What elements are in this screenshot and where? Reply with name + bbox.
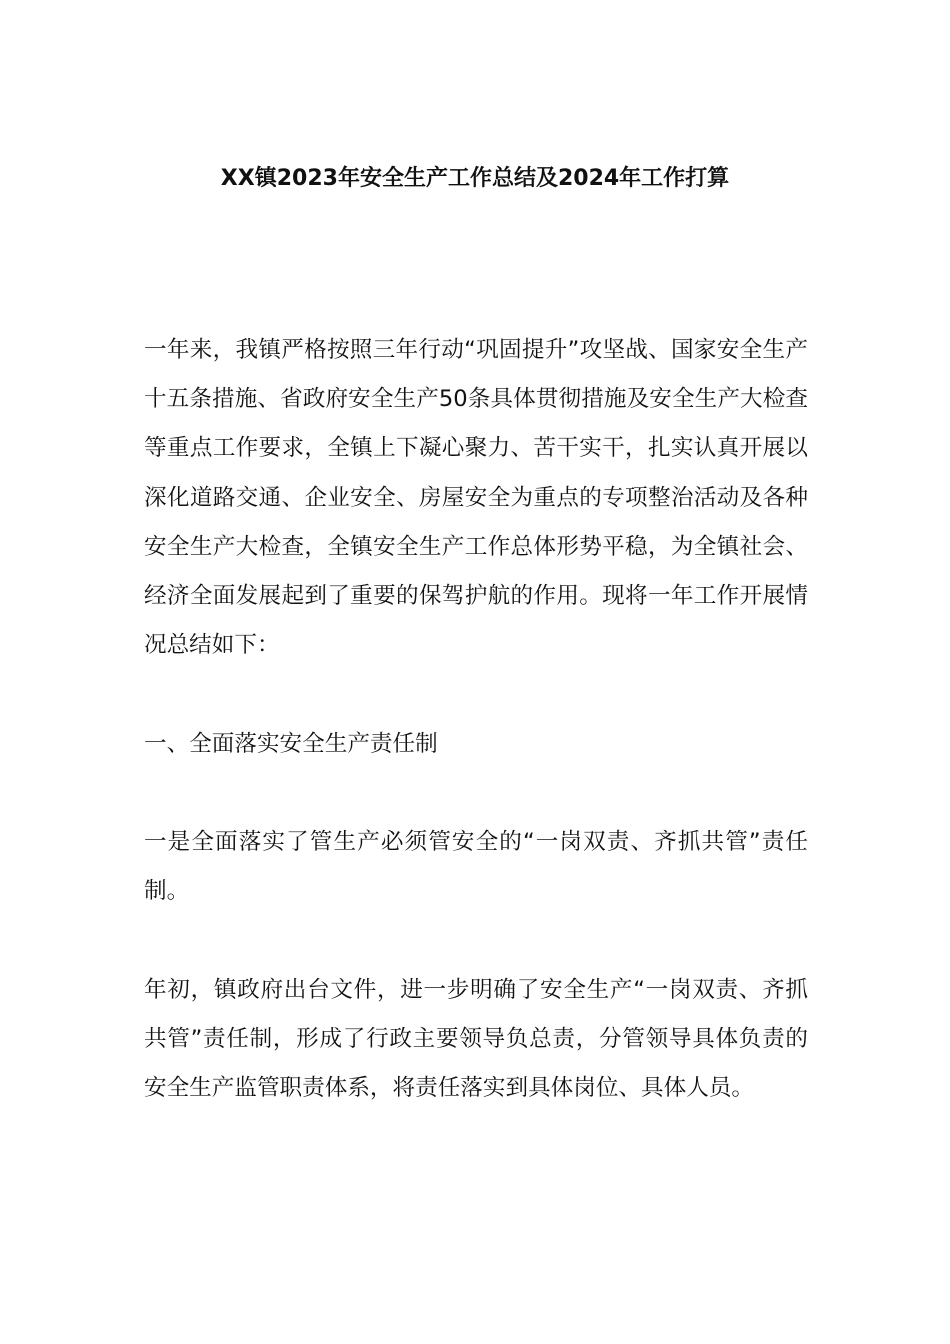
paragraph-intro: 一年来，我镇严格按照三年行动“巩固提升”攻坚战、国家安全生产十五条措施、省政府安全生产50条具体贯彻措施及安全生产大检查等重点工作要求，全镇上下凝心聚力、苦干实干，扎实认真开展以深化道路交通、企业安全、房屋安全为重点的专项整治活动及各种安全生产大检查，全镇安全生产工作总体形势平稳，为全镇社会、经济全面发展起到了重要的保驾护航的作用。现将一年工作开展情况总结如下： — [144, 337, 808, 659]
paragraph-point-1: 一是全面落实了管生产必须管安全的“一岗双责、齐抓共管”责任制。 — [144, 829, 808, 905]
section-heading-1: 一、全面落实安全生产责任制 — [144, 730, 438, 757]
document-title: XX镇2023年安全生产工作总结及2024年工作打算 — [220, 166, 730, 191]
paragraph-detail-1: 年初，镇政府出台文件，进一步明确了安全生产“一岗双责、齐抓共管”责任制，形成了行政主要领导负总责，分管领导具体负责的安全生产监管职责体系，将责任落实到具体岗位、具体人员。 — [144, 976, 808, 1101]
document-body — [144, 326, 808, 1113]
